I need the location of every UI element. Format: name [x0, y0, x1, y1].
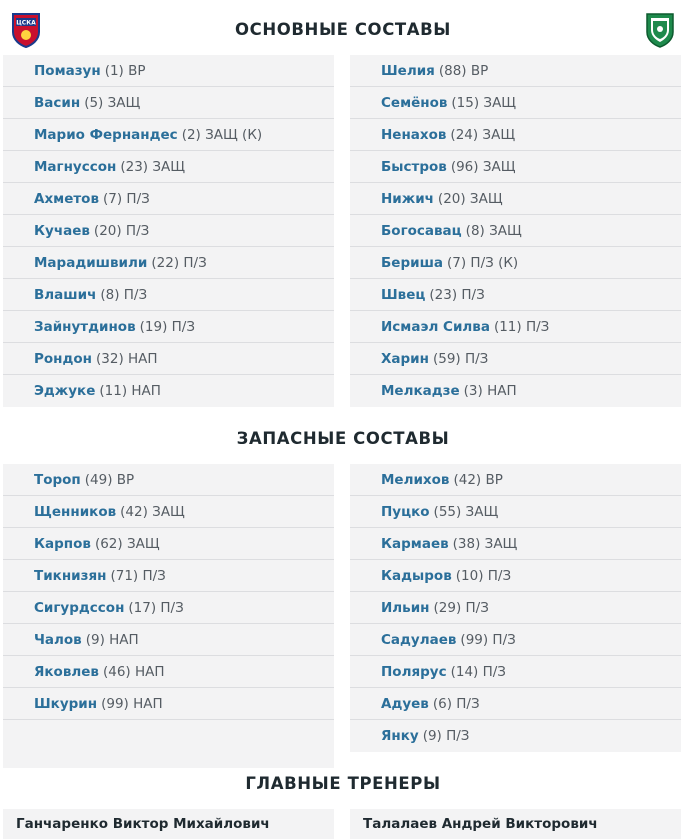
player-name-link[interactable]: Марио Фернандес [34, 126, 178, 143]
player-row [3, 311, 334, 343]
player-row [350, 215, 681, 247]
player-row [350, 528, 681, 560]
player-row [350, 247, 681, 279]
player-number-position: (46) НАП [102, 663, 165, 680]
player-row [350, 656, 681, 688]
player-name-link[interactable]: Магнуссон [34, 158, 117, 175]
player-number-position: (38) ЗАЩ [452, 535, 518, 552]
player-name-link[interactable]: Тороп [34, 471, 81, 488]
player-row [350, 311, 681, 343]
player-number-position: (9) НАП [85, 631, 139, 648]
player-number-position: (88) ВР [438, 62, 489, 79]
player-number-position: (17) П/З [128, 599, 184, 616]
player-name-link[interactable]: Шкурин [34, 695, 98, 712]
substitutes-title: ЗАПАСНЫЕ СОСТАВЫ [236, 429, 450, 448]
player-number-position: (1) ВР [104, 62, 146, 79]
player-name-link[interactable]: Эджуке [34, 383, 96, 399]
player-number-position: (96) ЗАЩ [450, 158, 516, 175]
player-number-position: (11) НАП [99, 383, 161, 399]
player-number-position: (11) П/З [493, 318, 550, 335]
player-number-position: (32) НАП [96, 350, 158, 367]
player-number-position: (7) П/З (К) [447, 254, 519, 271]
player-name-link[interactable]: Мелкадзе [381, 383, 460, 399]
player-number-position: (24) ЗАЩ [450, 126, 516, 143]
player-number-position: (99) П/З [460, 631, 516, 648]
home-subs-list [3, 464, 334, 768]
player-name-link[interactable]: Мелихов [381, 471, 450, 488]
player-name-link[interactable]: Зайнутдинов [34, 318, 136, 335]
player-name-link[interactable]: Исмаэл Силва [381, 318, 490, 335]
player-name-link[interactable]: Семёнов [381, 94, 448, 111]
player-row [350, 151, 681, 183]
player-number-position: (3) НАП [463, 383, 517, 399]
home-coach [3, 809, 334, 839]
player-name-link[interactable]: Влашич [34, 286, 97, 303]
player-number-position: (55) ЗАЩ [433, 503, 499, 520]
player-number-position: (2) ЗАЩ (К) [181, 126, 263, 143]
player-name-link[interactable]: Пуцко [381, 503, 430, 520]
starting-lineups-title: ОСНОВНЫЕ СОСТАВЫ [234, 20, 451, 39]
player-row [350, 183, 681, 215]
player-name-link[interactable]: Яковлев [34, 663, 99, 680]
player-name-link[interactable]: Полярус [381, 663, 447, 680]
player-number-position: (23) ЗАЩ [120, 158, 186, 175]
head-coaches-title: ГЛАВНЫЕ ТРЕНЕРЫ [245, 774, 441, 793]
player-name-link[interactable]: Богосавац [381, 222, 462, 239]
player-row [3, 343, 334, 375]
player-row [350, 560, 681, 592]
player-row [3, 247, 334, 279]
player-row [3, 87, 334, 119]
player-name-link[interactable]: Швец [381, 286, 426, 303]
player-row [350, 119, 681, 151]
player-name-link[interactable]: Харин [381, 350, 429, 367]
player-name-link[interactable]: Васин [34, 94, 81, 111]
player-number-position: (71) П/З [110, 567, 166, 584]
player-row [350, 496, 681, 528]
home-coach-name[interactable]: Ганчаренко Виктор Михайлович [16, 816, 270, 832]
player-row [3, 375, 334, 407]
player-row [350, 375, 681, 407]
player-name-link[interactable]: Кадыров [381, 567, 452, 584]
player-number-position: (42) ВР [453, 471, 503, 488]
player-name-link[interactable]: Янку [381, 728, 419, 744]
player-name-link[interactable]: Бериша [381, 254, 444, 271]
player-row [3, 215, 334, 247]
player-number-position: (29) П/З [433, 599, 489, 616]
player-name-link[interactable]: Марадишвили [34, 254, 148, 271]
player-row [3, 151, 334, 183]
player-number-position: (49) ВР [84, 471, 135, 488]
player-name-link[interactable]: Быстров [381, 158, 447, 175]
player-row [350, 87, 681, 119]
player-number-position: (8) ЗАЩ [465, 222, 522, 239]
player-name-link[interactable]: Ильин [381, 599, 430, 616]
player-name-link[interactable]: Рондон [34, 350, 93, 367]
player-name-link[interactable]: Шелия [381, 62, 435, 79]
player-name-link[interactable]: Нижич [381, 190, 434, 207]
home-starting-list [3, 55, 334, 407]
player-row [350, 55, 681, 87]
player-name-link[interactable]: Ненахов [381, 126, 447, 143]
player-name-link[interactable]: Чалов [34, 631, 82, 648]
away-subs-list [350, 464, 681, 752]
player-row [3, 592, 334, 624]
player-number-position: (99) НАП [101, 695, 163, 712]
player-name-link[interactable]: Садулаев [381, 631, 457, 648]
svg-text:ЦСКА: ЦСКА [16, 19, 36, 27]
player-name-link[interactable]: Кучаев [34, 222, 90, 239]
player-number-position: (19) П/З [139, 318, 195, 335]
player-row [3, 119, 334, 151]
player-row [3, 464, 334, 496]
player-number-position: (62) ЗАЩ [94, 535, 160, 552]
player-row [3, 183, 334, 215]
away-coach [350, 809, 681, 839]
player-number-position: (5) ЗАЩ [84, 94, 141, 111]
player-number-position: (9) П/З [422, 728, 470, 744]
player-number-position: (6) П/З [432, 695, 480, 712]
player-name-link[interactable]: Щенников [34, 503, 117, 520]
player-row [3, 688, 334, 720]
player-number-position: (22) П/З [151, 254, 207, 271]
player-row [3, 55, 334, 87]
player-name-link[interactable]: Помазун [34, 62, 101, 79]
player-number-position: (7) П/З [103, 190, 150, 207]
player-number-position: (20) ЗАЩ [437, 190, 503, 207]
player-name-link[interactable]: Ахметов [34, 190, 99, 207]
player-name-link[interactable]: Сигурдссон [34, 599, 125, 616]
player-name-link[interactable]: Адуев [381, 695, 429, 712]
player-name-link[interactable]: Тикнизян [34, 567, 107, 584]
empty-row [3, 720, 334, 768]
player-row [3, 528, 334, 560]
player-number-position: (15) ЗАЩ [451, 94, 517, 111]
away-team-logo [645, 12, 675, 48]
player-row [350, 688, 681, 720]
player-number-position: (23) П/З [429, 286, 485, 303]
player-row [350, 720, 681, 752]
player-name-link[interactable]: Кармаев [381, 535, 449, 552]
player-row [350, 624, 681, 656]
player-number-position: (10) П/З [455, 567, 512, 584]
player-row [350, 592, 681, 624]
player-name-link[interactable]: Карпов [34, 535, 91, 552]
player-row [3, 656, 334, 688]
player-row [350, 464, 681, 496]
away-coach-name[interactable]: Талалаев Андрей Викторович [363, 816, 598, 832]
player-row [3, 624, 334, 656]
away-starting-list [350, 55, 681, 407]
player-row [350, 343, 681, 375]
player-number-position: (42) ЗАЩ [120, 503, 185, 520]
player-row [3, 279, 334, 311]
player-number-position: (8) П/З [100, 286, 148, 303]
player-number-position: (20) П/З [93, 222, 150, 239]
player-number-position: (14) П/З [450, 663, 506, 680]
player-row [3, 560, 334, 592]
player-number-position: (59) П/З [432, 350, 489, 367]
player-row [3, 496, 334, 528]
player-row [350, 279, 681, 311]
